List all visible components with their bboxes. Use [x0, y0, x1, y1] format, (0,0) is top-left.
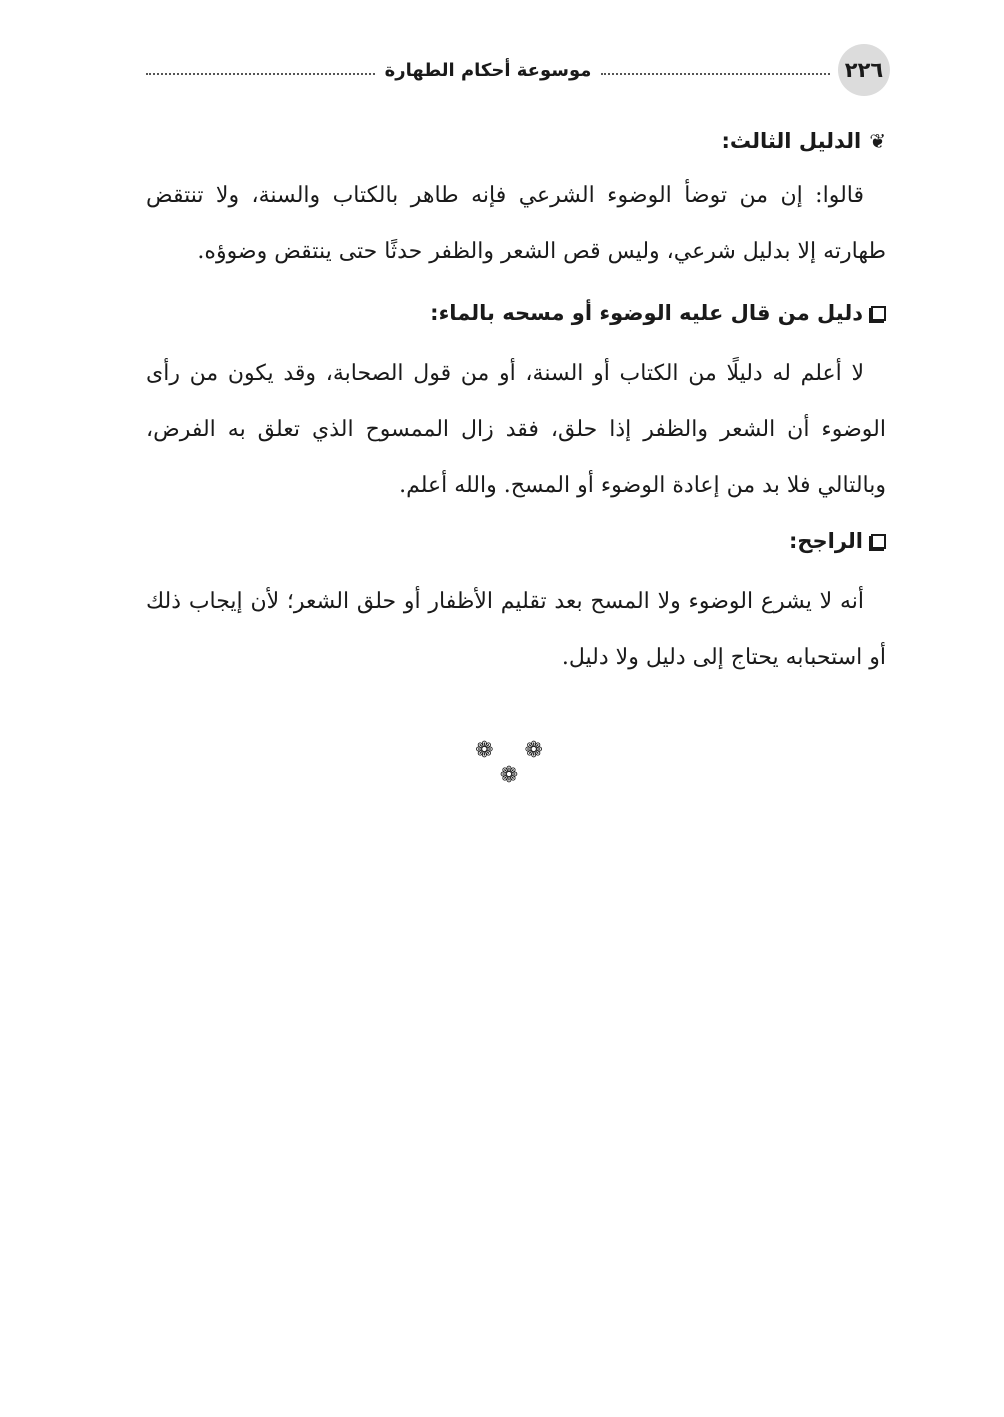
section-heading-evidence-wudu: [146, 290, 886, 336]
paragraph-third-evidence: قالوا: إن من توضأ الوضوء الشرعي فإنه طاهر بالكتاب والسنة، ولا تنتقض طهارته إلا بدليل شرعي، وليس قص الشعر والظفر حدثًا حتى ينتقض وضوؤه.: [146, 183, 886, 264]
header-dotted-rule-left: [146, 73, 375, 75]
checkbox-icon: [871, 306, 886, 321]
leaf-icon: ❦: [869, 129, 886, 153]
header-dotted-rule-right: [601, 73, 830, 75]
paragraph-preferred-view: أنه لا يشرع الوضوء ولا المسح بعد تقليم الأظفار أو حلق الشعر؛ لأن إيجاب ذلك أو استحبابه يحتاج إلى دليل ولا دليل.: [146, 589, 886, 670]
paragraph-evidence-wudu: لا أعلم له دليلًا من الكتاب أو السنة، أو من قول الصحابة، وقد يكون من رأى الوضوء أن الشعر والظفر إذا حلق، فقد زال الممسوح الذي تعلق به الفرض، وبالتالي فلا بد من إعادة الوضوء أو المسح. والله أعلم.: [146, 361, 886, 498]
checkbox-icon: [871, 534, 886, 549]
section-divider-ornament: ❁ ❁ ❁: [475, 738, 555, 788]
page-content: [146, 118, 886, 686]
book-title: موسوعة أحكام الطهارة: [384, 59, 592, 81]
section-heading-preferred-view: [146, 518, 886, 564]
section-heading-text: الراجح:: [788, 529, 863, 553]
section-heading-third-evidence: [146, 118, 886, 164]
section-heading-text: الدليل الثالث:: [721, 129, 862, 153]
page-header: [146, 44, 890, 96]
page-number: ٢٢٦: [838, 44, 890, 96]
section-heading-text: دليل من قال عليه الوضوء أو مسحه بالماء:: [430, 301, 863, 325]
